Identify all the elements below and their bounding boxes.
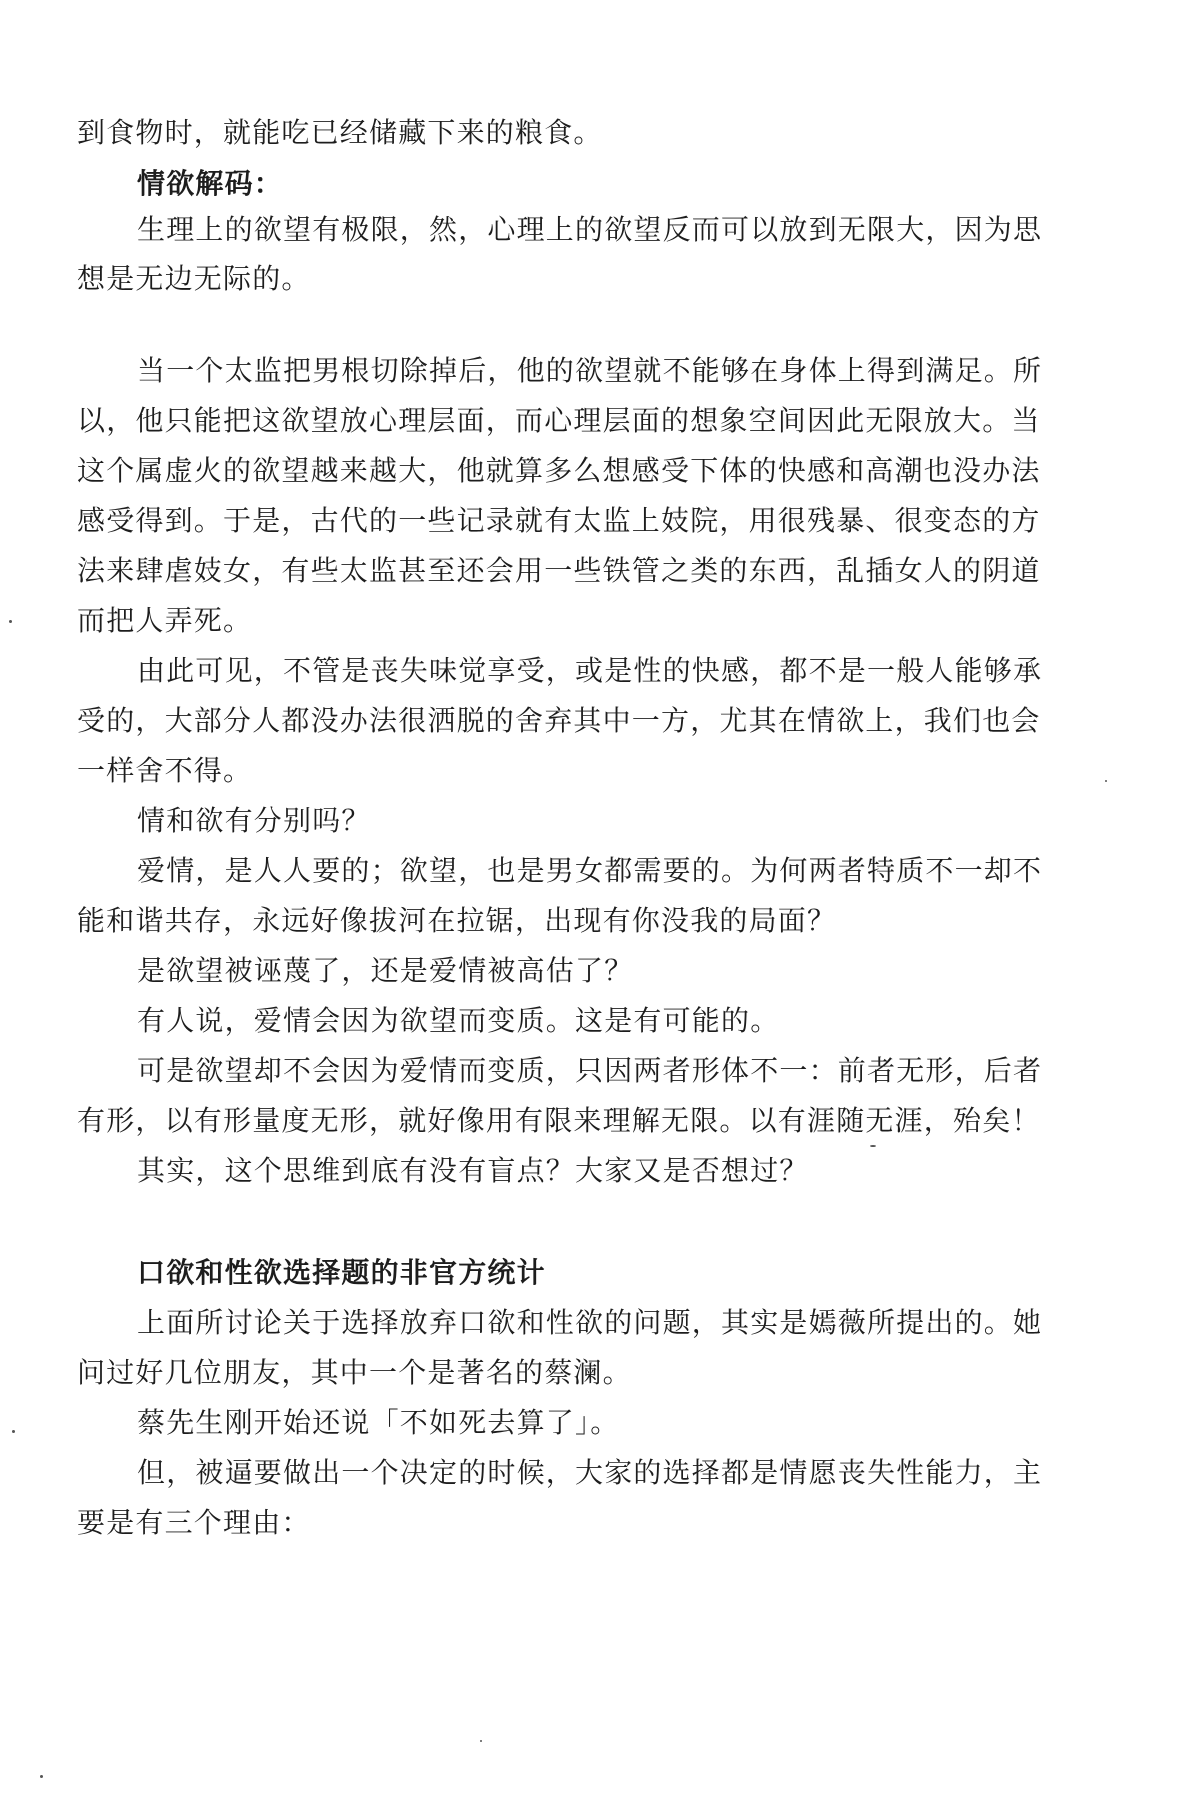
- text-line: 生理上的欲望有极限，然，心理上的欲望反而可以放到无限大，因为思: [137, 213, 1043, 246]
- text-line: 但，被逼要做出一个决定的时候，大家的选择都是情愿丧失性能力，主: [137, 1456, 1043, 1489]
- scan-speck: [40, 1775, 43, 1778]
- text-line: 上面所讨论关于选择放弃口欲和性欲的问题，其实是嫣薇所提出的。她: [137, 1306, 1043, 1339]
- text-line: 当一个太监把男根切除掉后，他的欲望就不能够在身体上得到满足。所: [137, 354, 1043, 387]
- text-line: 受的，大部分人都没办法很洒脱的舍弃其中一方，尤其在情欲上，我们也会: [77, 704, 1041, 737]
- text-line: 想是无边无际的。: [77, 262, 311, 295]
- section-heading: 情欲解码：: [137, 167, 284, 200]
- text-line: 是欲望被诬蔑了，还是爱情被高估了？: [137, 954, 634, 987]
- scan-speck: [12, 1430, 15, 1433]
- scan-speck: [870, 1145, 876, 1147]
- text-line: 情和欲有分别吗？: [137, 804, 371, 837]
- scan-speck: [480, 1740, 482, 1742]
- text-line: 这个属虚火的欲望越来越大，他就算多么想感受下体的快感和高潮也没办法: [77, 454, 1041, 487]
- text-line: 有形，以有形量度无形，就好像用有限来理解无限。以有涯随无涯，殆矣！: [77, 1104, 1041, 1137]
- text-line: 要是有三个理由：: [77, 1506, 311, 1539]
- text-line: 蔡先生刚开始还说「不如死去算了」。: [137, 1406, 620, 1439]
- section-heading: 口欲和性欲选择题的非官方统计: [137, 1256, 546, 1289]
- text-line: 爱情，是人人要的；欲望，也是男女都需要的。为何两者特质不一却不: [137, 854, 1043, 887]
- text-line: 感受得到。于是，古代的一些记录就有太监上妓院，用很残暴、很变态的方: [77, 504, 1041, 537]
- text-line: 问过好几位朋友，其中一个是著名的蔡澜。: [77, 1356, 632, 1389]
- text-line: 其实，这个思维到底有没有盲点？大家又是否想过？: [137, 1154, 809, 1187]
- scan-speck: [1105, 780, 1107, 782]
- text-line: 可是欲望却不会因为爱情而变质，只因两者形体不一：前者无形，后者: [137, 1054, 1043, 1087]
- text-line: 而把人弄死。: [77, 604, 253, 637]
- text-line: 以，他只能把这欲望放心理层面，而心理层面的想象空间因此无限放大。当: [77, 404, 1041, 437]
- text-line: 能和谐共存，永远好像拔河在拉锯，出现有你没我的局面？: [77, 904, 837, 937]
- text-line: 到食物时，就能吃已经储藏下来的粮食。: [77, 116, 603, 149]
- text-line: 一样舍不得。: [77, 754, 253, 787]
- scan-speck: [9, 620, 12, 623]
- text-line: 法来肆虐妓女，有些太监甚至还会用一些铁管之类的东西，乱插女人的阴道: [77, 554, 1041, 587]
- text-line: 由此可见，不管是丧失味觉享受，或是性的快感，都不是一般人能够承: [137, 654, 1043, 687]
- text-line: 有人说，爱情会因为欲望而变质。这是有可能的。: [137, 1004, 780, 1037]
